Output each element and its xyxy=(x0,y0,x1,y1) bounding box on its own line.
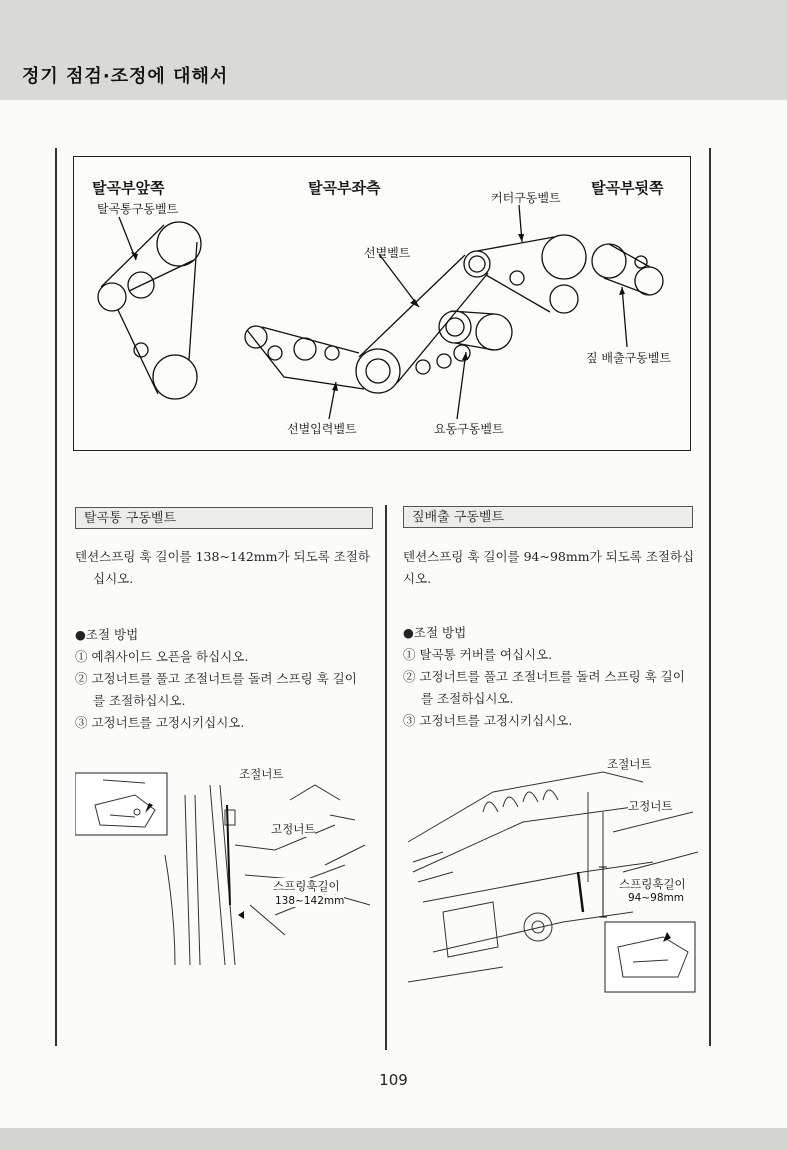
right-method-block xyxy=(403,622,703,732)
heading-threshing-rear: 탈곡부뒷쪽 xyxy=(591,179,664,197)
right-step2-line1: ② 고정너트를 풀고 조절너트를 돌려 스프링 훅 길이 xyxy=(403,669,685,684)
right-adjustment-figure xyxy=(403,752,703,997)
section-heading-threshing-drum-belt: 탈곡통 구동벨트 xyxy=(75,507,373,529)
left-method-title: ●조절 방법 xyxy=(75,627,139,642)
left-adjustment-figure xyxy=(75,765,375,975)
left-step2-line1: ② 고정너트를 풀고 조절너트를 돌려 스프링 훅 길이 xyxy=(75,671,357,686)
left-label-lock-nut: 고정너트 xyxy=(271,822,316,836)
left-step1: ① 예취사이드 오픈을 하십시오. xyxy=(75,649,249,664)
right-intro-line2: 시오. xyxy=(403,571,432,586)
right-figure-drawing xyxy=(403,752,703,997)
left-label-range: 138~142mm xyxy=(275,895,345,907)
left-label-adjust-nut: 조절너트 xyxy=(239,767,284,781)
label-sorting-input-belt: 선별입력벨트 xyxy=(287,422,357,436)
heading-threshing-left: 탈곡부좌측 xyxy=(308,179,381,197)
right-intro-paragraph xyxy=(403,546,703,590)
label-sorting-belt: 선별벨트 xyxy=(364,246,411,260)
heading-threshing-front: 탈곡부앞쪽 xyxy=(92,179,165,197)
left-step2-line2: 를 조절하십시오. xyxy=(93,693,186,708)
right-label-range: 94~98mm xyxy=(628,892,684,904)
right-margin-line xyxy=(709,148,711,1046)
right-intro-line1: 텐션스프링 훅 길이를 94~98mm가 되도록 조절하십 xyxy=(403,549,695,564)
left-step3: ③ 고정너트를 고정시키십시오. xyxy=(75,715,245,730)
right-step3: ③ 고정너트를 고정시키십시오. xyxy=(403,713,573,728)
left-intro-line2: 십시오. xyxy=(93,571,134,586)
right-method-title: ●조절 방법 xyxy=(403,625,467,640)
belt-layout-diagram xyxy=(73,156,691,451)
left-margin-line xyxy=(55,148,57,1046)
label-cutter-drive-belt: 커터구동벨트 xyxy=(491,191,561,205)
footer-band xyxy=(0,1128,787,1150)
column-divider xyxy=(385,505,387,1050)
label-swing-drive-belt: 요동구동벨트 xyxy=(434,422,504,436)
left-intro-line1: 텐션스프링 훅 길이를 138~142mm가 되도록 조절하 xyxy=(75,549,370,564)
right-label-lock-nut: 고정너트 xyxy=(628,799,673,813)
section-heading-straw-discharge-belt: 짚배출 구동벨트 xyxy=(403,506,693,528)
label-threshing-drum-belt: 탈곡통구동벨트 xyxy=(97,202,179,216)
right-label-spring-hook-length: 스프링훅길이 xyxy=(619,877,686,891)
page-number: 109 xyxy=(379,1071,408,1089)
right-step2-line2: 를 조절하십시오. xyxy=(421,691,514,706)
left-method-block xyxy=(75,624,380,734)
page-title: 정기 점검·조정에 대해서 xyxy=(22,66,229,87)
left-intro-paragraph xyxy=(75,546,380,590)
right-step1: ① 탈곡통 커버를 여십시오. xyxy=(403,647,553,662)
label-straw-discharge-belt: 짚 배출구동벨트 xyxy=(586,351,671,365)
right-label-adjust-nut: 조절너트 xyxy=(607,757,652,771)
left-label-spring-hook-length: 스프링훅길이 xyxy=(273,879,340,893)
left-figure-drawing xyxy=(75,765,375,975)
